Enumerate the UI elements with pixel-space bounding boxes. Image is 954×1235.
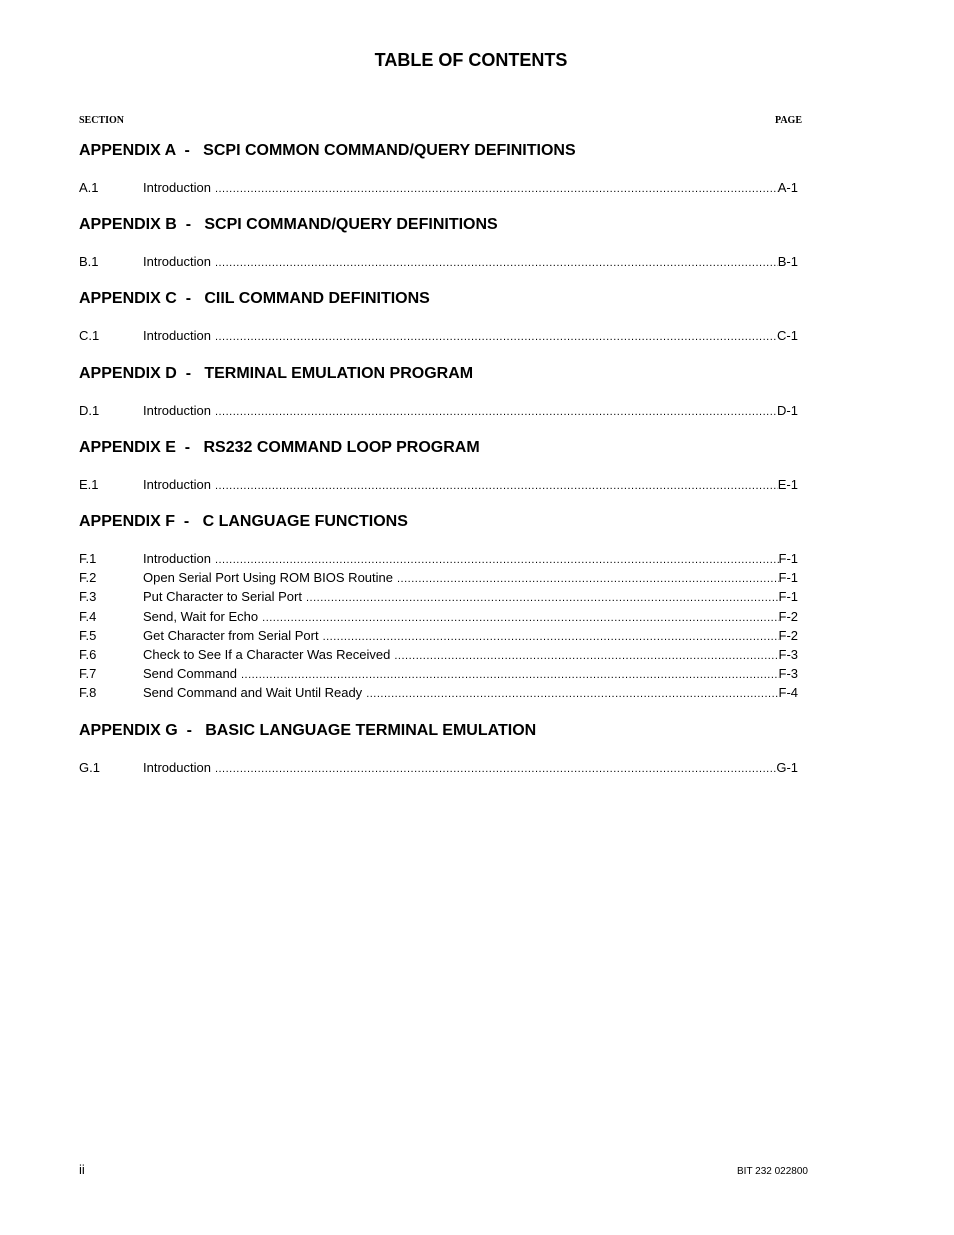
dot-leader — [323, 629, 779, 646]
appendix-heading: APPENDIX B - SCPI COMMAND/QUERY DEFINITIONS — [79, 216, 498, 234]
dot-leader — [306, 590, 779, 607]
toc-entry-title: Send Command and Wait Until Ready — [143, 685, 363, 701]
toc-entry-page: F-3 — [778, 666, 798, 682]
toc-entry-page: B-1 — [777, 254, 798, 270]
toc-entry-page: C-1 — [777, 328, 798, 344]
toc-entry-page: F-2 — [778, 627, 798, 643]
section-column-header: SECTION — [79, 115, 125, 126]
toc-entry[interactable] — [79, 402, 798, 421]
appendix-section — [79, 511, 798, 704]
dot-leader — [215, 181, 778, 198]
dot-leader — [215, 478, 778, 495]
toc-entry-number: F.5 — [79, 627, 97, 643]
toc-entry[interactable] — [79, 759, 798, 778]
dot-leader — [215, 329, 777, 346]
toc-entry[interactable] — [79, 646, 798, 665]
toc-entry-page: D-1 — [777, 402, 798, 418]
toc-entry-title: Introduction — [143, 402, 211, 418]
table-of-contents — [79, 140, 798, 778]
page-column-header: PAGE — [774, 115, 802, 126]
appendix-section — [79, 437, 798, 495]
column-headers — [79, 115, 802, 126]
dot-leader — [366, 686, 778, 703]
appendix-section — [79, 214, 798, 272]
toc-entry-title: Introduction — [143, 759, 211, 775]
toc-entry[interactable] — [79, 627, 798, 646]
dot-leader — [215, 255, 778, 272]
toc-entry-title: Introduction — [143, 254, 211, 270]
toc-entry-title: Put Character to Serial Port — [143, 589, 302, 605]
appendix-section — [79, 720, 798, 778]
toc-entry-title: Introduction — [143, 551, 211, 567]
toc-entry[interactable] — [79, 476, 798, 495]
toc-entry-number: A.1 — [79, 180, 99, 195]
toc-entry-page: A-1 — [777, 180, 798, 195]
toc-entry-number: D.1 — [79, 402, 100, 418]
toc-entry-number: B.1 — [79, 254, 99, 270]
toc-entry[interactable] — [79, 684, 798, 703]
appendix-heading: APPENDIX D - TERMINAL EMULATION PROGRAM — [79, 364, 474, 382]
toc-entry-number: G.1 — [79, 759, 100, 775]
toc-entry-number: F.6 — [79, 647, 97, 663]
toc-entry-title: Send Command — [143, 666, 237, 682]
toc-entry[interactable] — [79, 253, 798, 272]
toc-entry-page: F-3 — [778, 647, 798, 663]
dot-leader — [241, 667, 779, 684]
toc-entry-page: F-1 — [778, 570, 798, 586]
toc-entry[interactable] — [79, 588, 798, 607]
toc-entry-number: F.7 — [79, 666, 97, 682]
toc-entry-page: F-4 — [778, 685, 798, 701]
toc-entry-number: F.1 — [79, 551, 97, 567]
appendix-heading: APPENDIX A - SCPI COMMON COMMAND/QUERY DEFINITIONS — [79, 142, 576, 159]
toc-entry-page: G-1 — [776, 759, 798, 775]
toc-entry-page: F-1 — [778, 551, 798, 567]
toc-entry-page: F-2 — [778, 608, 798, 624]
toc-entry-number: C.1 — [79, 328, 100, 344]
toc-entry-title: Send, Wait for Echo — [143, 608, 259, 624]
toc-entry-title: Introduction — [143, 328, 211, 344]
dot-leader — [262, 610, 778, 627]
appendix-heading: APPENDIX F - C LANGUAGE FUNCTIONS — [79, 513, 408, 531]
toc-entry-page: E-1 — [777, 476, 798, 492]
dot-leader — [215, 761, 776, 778]
footer-document-id: BIT 232 022800 — [737, 1166, 808, 1177]
toc-entry-title: Open Serial Port Using ROM BIOS Routine — [143, 570, 393, 586]
page-title: TABLE OF CONTENTS — [374, 50, 568, 70]
dot-leader — [397, 571, 779, 588]
toc-entry-number: F.3 — [79, 589, 97, 605]
toc-entry-number: F.2 — [79, 570, 97, 586]
appendix-heading: APPENDIX C - CIIL COMMAND DEFINITIONS — [79, 290, 430, 308]
toc-entry-title: Introduction — [143, 476, 211, 492]
toc-entry[interactable] — [79, 550, 798, 569]
toc-entry[interactable] — [79, 608, 798, 627]
toc-entry-title: Introduction — [143, 180, 211, 195]
toc-entry-title: Check to See If a Character Was Received — [143, 647, 391, 663]
dot-leader — [215, 404, 777, 421]
toc-entry-number: F.8 — [79, 685, 97, 701]
dot-leader — [215, 552, 779, 569]
appendix-section — [79, 363, 798, 421]
toc-entry-page: F-1 — [778, 589, 798, 605]
toc-entry[interactable] — [79, 569, 798, 588]
toc-entry[interactable] — [79, 327, 798, 346]
dot-leader — [394, 648, 778, 665]
appendix-section — [79, 140, 798, 198]
toc-entry-number: E.1 — [79, 476, 99, 492]
footer-page-number: ii — [79, 1162, 85, 1177]
toc-entry[interactable] — [79, 179, 798, 198]
toc-entry-title: Get Character from Serial Port — [143, 627, 319, 643]
toc-entry[interactable] — [79, 665, 798, 684]
appendix-heading: APPENDIX G - BASIC LANGUAGE TERMINAL EMULATION — [79, 721, 537, 739]
appendix-heading: APPENDIX E - RS232 COMMAND LOOP PROGRAM — [79, 438, 480, 456]
appendix-section — [79, 288, 798, 346]
toc-entry-number: F.4 — [79, 608, 97, 624]
